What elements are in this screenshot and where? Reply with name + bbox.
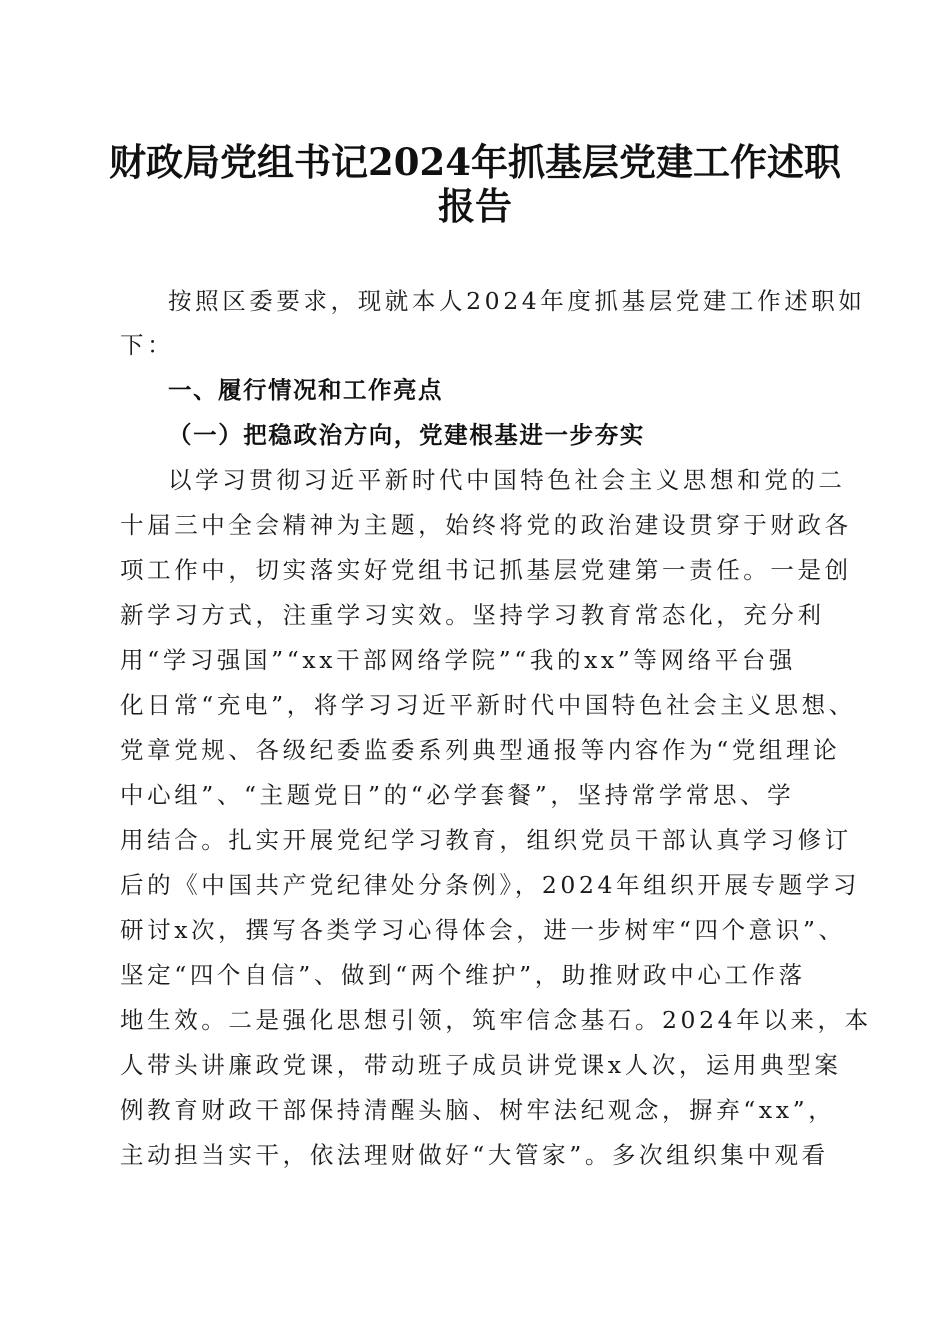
paragraph-line: 用“学习强国”“xx干部网络学院”“我的xx”等网络平台强 xyxy=(120,646,796,674)
intro-line-1: 按照区委要求，现就本人2024年度抓基层党建工作述职如 xyxy=(168,287,866,315)
paragraph-line: 主动担当实干，依法理财做好“大管家”。多次组织集中观看 xyxy=(120,1141,829,1169)
paragraph-line: 项工作中，切实落实好党组书记抓基层党建第一责任。一是创 xyxy=(120,556,852,584)
paragraph-line: 化日常“充电”，将学习习近平新时代中国特色社会主义思想、 xyxy=(120,691,856,719)
paragraph-line: 十届三中全会精神为主题，始终将党的政治建设贯穿于财政各 xyxy=(120,511,852,539)
paragraph-line: 以学习贯彻习近平新时代中国特色社会主义思想和党的二 xyxy=(168,466,846,494)
paragraph-line: 例教育财政干部保持清醒头脑、树牢法纪观念，摒弃“xx”， xyxy=(120,1096,836,1124)
paragraph-line: 坚定“四个自信”、做到“两个维护”，助推财政中心工作落 xyxy=(120,961,806,989)
paragraph-line: 新学习方式，注重学习实效。坚持学习教育常态化，充分利 xyxy=(120,601,825,629)
document-title-line-1: 财政局党组书记2024年抓基层党建工作述职 xyxy=(109,140,841,184)
subsection-heading-1-1: （一）把稳政治方向，党建根基进一步夯实 xyxy=(168,421,645,449)
paragraph-line: 人带头讲廉政党课，带动班子成员讲党课x人次，运用典型案 xyxy=(120,1051,842,1079)
paragraph-line: 中心组”、“主题党日”的“必学套餐”，坚持常学常思、学 xyxy=(120,781,795,809)
section-heading-1: 一、履行情况和工作亮点 xyxy=(168,376,443,404)
paragraph-line: 地生效。二是强化思想引领，筑牢信念基石。2024年以来，本 xyxy=(120,1006,872,1034)
paragraph-line: 党章党规、各级纪委监委系列典型通报等内容作为“党组理论 xyxy=(120,736,841,764)
paragraph-line: 研讨x次，撰写各类学习心得体会，进一步树牢“四个意识”、 xyxy=(120,916,846,944)
intro-line-2: 下： xyxy=(120,331,175,359)
paragraph-line: 后的《中国共产党纪律处分条例》，2024年组织开展专题学习 xyxy=(120,871,860,899)
paragraph-line: 用结合。扎实开展党纪学习教育，组织党员干部认真学习修订 xyxy=(120,826,852,854)
document-title-line-2: 报告 xyxy=(438,184,512,228)
